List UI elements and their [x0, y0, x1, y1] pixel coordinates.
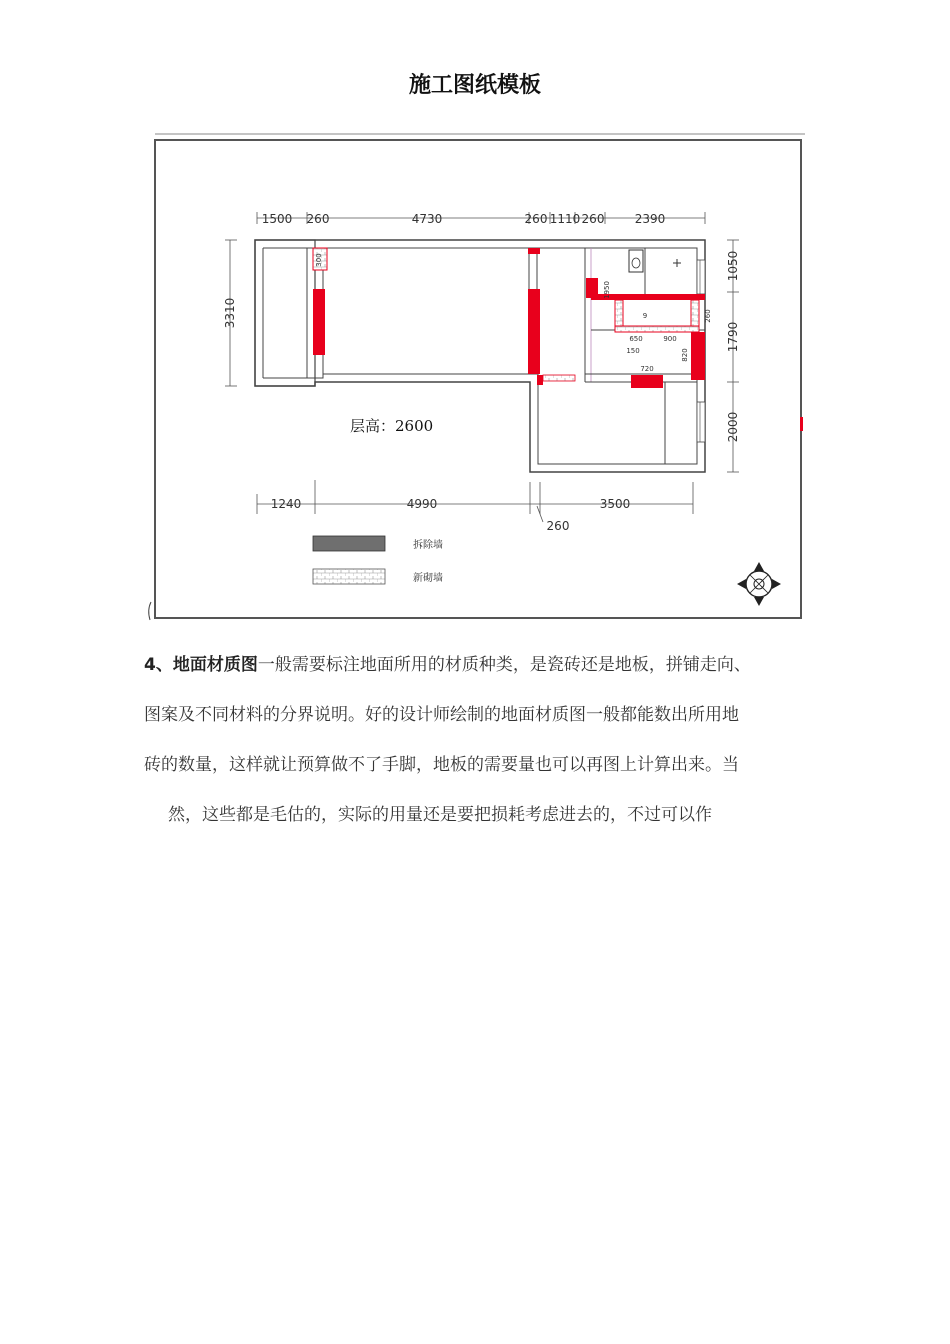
- floor-height-note: 层高：2600: [350, 417, 434, 435]
- legend-demolish-swatch: [313, 536, 385, 551]
- body-paragraph: [144, 640, 808, 840]
- dim-top-260-b: 260: [524, 212, 548, 226]
- dim-bottom-260-callout: 260: [546, 519, 570, 533]
- dim-top-4730: 4730: [411, 212, 443, 226]
- dim-inner-900: 900: [663, 335, 677, 343]
- dim-top-260-c: 260: [581, 212, 605, 226]
- dim-right-2000: 2000: [726, 411, 740, 443]
- paragraph-line-1: [144, 640, 808, 690]
- section-lead: 4、地面材质图: [144, 655, 258, 675]
- dim-inner-720: 720: [640, 365, 654, 373]
- dim-top-1110: 1110: [549, 212, 581, 226]
- dim-inner-820: 820: [681, 348, 689, 362]
- floor-plan-figure: [145, 132, 805, 627]
- floor-plan-drawing: [145, 132, 805, 627]
- dim-top-1500: 1500: [261, 212, 293, 226]
- paragraph-line-2: 图案及不同材料的分界说明。好的设计师绘制的地面材质图一般都能数出所用地: [144, 705, 739, 725]
- paragraph-line-4: 然，这些都是毛估的，实际的用量还是要把损耗考虑进去的，不过可以作: [168, 805, 712, 825]
- legend-new-swatch: [313, 569, 385, 584]
- page-title: 施工图纸模板: [408, 73, 541, 98]
- dim-inner-650: 650: [629, 335, 643, 343]
- dim-inner-260: 260: [704, 309, 712, 323]
- dim-right-1790: 1790: [726, 321, 740, 353]
- dim-right-1050: 1050: [726, 250, 740, 282]
- dim-inner-300: 300: [315, 253, 323, 267]
- paragraph-line-3: 砖的数量，这样就让预算做不了手脚，地板的需要量也可以再图上计算出来。当: [144, 755, 739, 775]
- dim-bottom-3500: 3500: [599, 497, 631, 511]
- frame-background: [145, 132, 805, 627]
- dim-inner-150: 150: [626, 347, 640, 355]
- dim-left-3310: 3310: [223, 297, 237, 329]
- dim-inner-1950: 1950: [603, 281, 611, 299]
- legend-demolish-label: 拆除墙: [413, 540, 443, 551]
- legend-new-label: 新砌墙: [413, 573, 443, 584]
- dim-bottom-1240: 1240: [270, 497, 302, 511]
- dim-bottom-4990: 4990: [406, 497, 438, 511]
- line1-text: 一般需要标注地面所用的材质种类，是瓷砖还是地板，拼铺走向、: [257, 655, 751, 675]
- dim-inner-9: 9: [642, 312, 648, 320]
- dim-top-2390: 2390: [634, 212, 666, 226]
- dim-top-260-a: 260: [306, 212, 330, 226]
- edge-red-mark: [800, 417, 803, 431]
